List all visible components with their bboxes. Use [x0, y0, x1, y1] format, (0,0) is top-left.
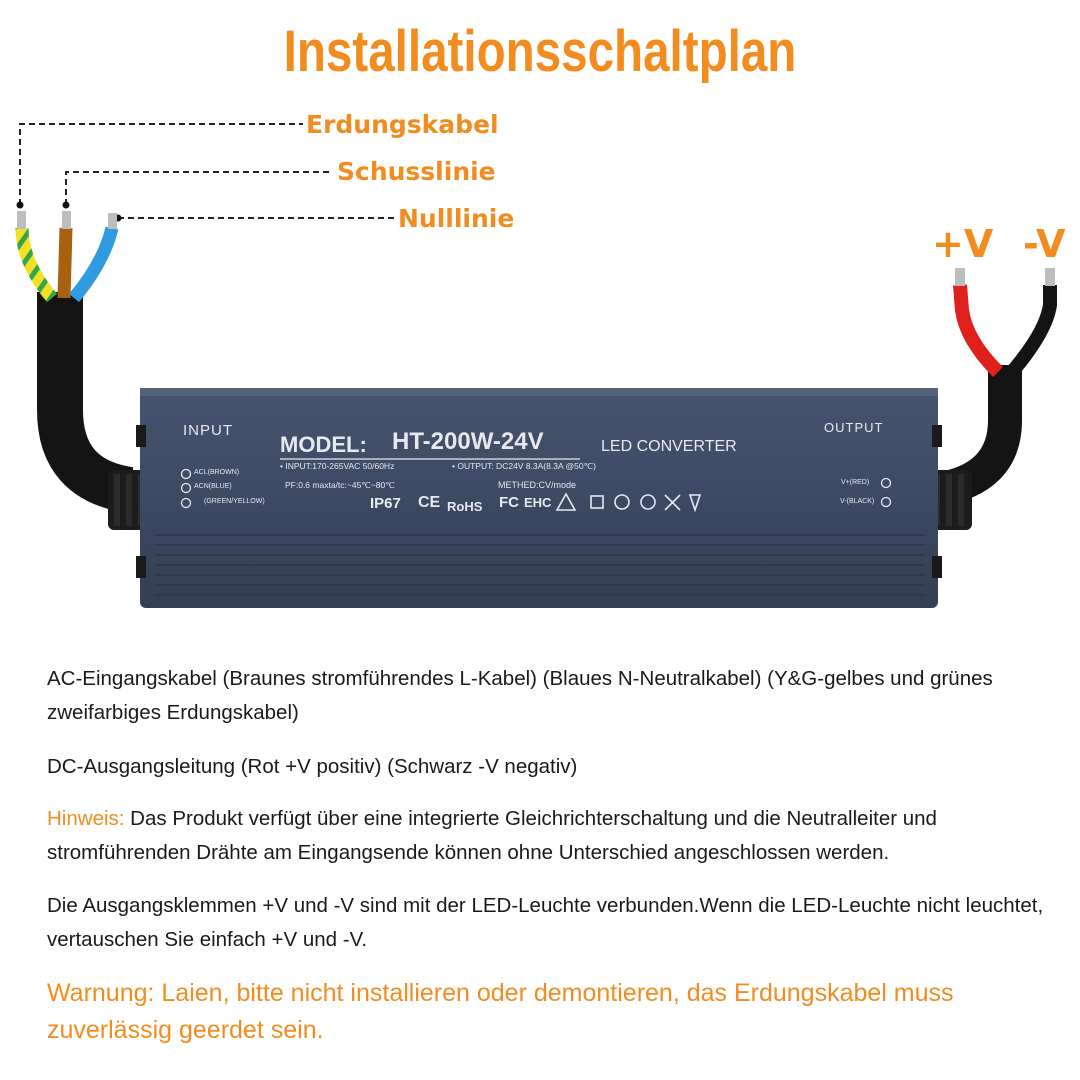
input-cable — [17, 211, 130, 490]
dot-ground — [17, 202, 24, 209]
wire-ground — [22, 228, 52, 298]
model-prefix: MODEL: — [280, 432, 367, 457]
output-label: OUTPUT — [824, 420, 884, 435]
paragraph-ac-input: AC-Eingangskabel (Braunes stromführendes L-Kabel) (Blaues N-Neutralkabel) (Y&G-gelbes und grünes zweifarbiges Erdungskabel) — [47, 667, 993, 724]
cert-eac: EHC — [524, 495, 552, 510]
leader-ground — [20, 124, 303, 205]
vminus-label: V-(BLACK) — [840, 498, 875, 505]
gnd-label: (GREEN/YELLOW) — [204, 498, 265, 505]
label-neutral: Nulllinie — [398, 204, 515, 233]
acn-label: ACN(BLUE) — [194, 483, 232, 490]
label-live: Schusslinie — [337, 157, 496, 186]
spec-output: • OUTPUT: DC24V 8.3A(8.3A @50℃) — [452, 461, 596, 471]
paragraph-hint — [47, 802, 1047, 870]
page-title: Installationsschaltplan — [283, 19, 797, 84]
cert-rohs: RoHS — [447, 499, 483, 514]
paragraph-dc-output: DC-Ausgangsleitung (Rot +V positiv) (Schwarz -V negativ) — [47, 755, 578, 778]
wire-live — [64, 228, 66, 298]
acl-label: ACL(BROWN) — [194, 469, 240, 476]
cert-fc: FC — [499, 494, 519, 511]
vplus-label: V+(RED) — [841, 479, 870, 486]
converter-label: LED CONVERTER — [601, 438, 737, 455]
warning-text: Warnung: Laien, bitte nicht installieren oder demontieren, das Erdungskabel muss zuverlässig geerdet sein. — [47, 979, 954, 1044]
wire-neutral — [74, 228, 112, 298]
spec-method: METHED:CV/mode — [498, 480, 577, 490]
wire-plus — [960, 285, 998, 372]
hint-body: Das Produkt verfügt über eine integrierte Gleichrichterschaltung und die Neutralleiter und stromführenden Drähte am Eingangsende können ohne Unterschied angeschlossen werden. — [47, 807, 937, 864]
spec-input: • INPUT:170-265VAC 50/60Hz — [280, 461, 395, 471]
model-number: HT-200W-24V — [392, 428, 544, 455]
cert-ce: CE — [418, 494, 441, 511]
paragraph-output-terminals: Die Ausgangsklemmen +V und -V sind mit der LED-Leuchte verbunden.Wenn die LED-Leuchte nicht leuchtet, vertauschen Sie einfach +V und -V. — [47, 894, 1044, 951]
hint-label: Hinweis: — [47, 807, 125, 830]
input-label: INPUT — [183, 422, 233, 439]
label-plus: +V — [932, 222, 994, 266]
spec-pf: PF:0.6 maxta/tc:~45℃~80℃ — [285, 480, 395, 490]
leader-live — [66, 172, 333, 205]
output-cable — [935, 268, 1055, 490]
cert-ip67: IP67 — [370, 495, 401, 512]
wire-minus — [1012, 285, 1050, 372]
label-minus: -V — [1023, 222, 1066, 266]
dot-live — [63, 202, 70, 209]
label-ground: Erdungskabel — [306, 110, 499, 139]
